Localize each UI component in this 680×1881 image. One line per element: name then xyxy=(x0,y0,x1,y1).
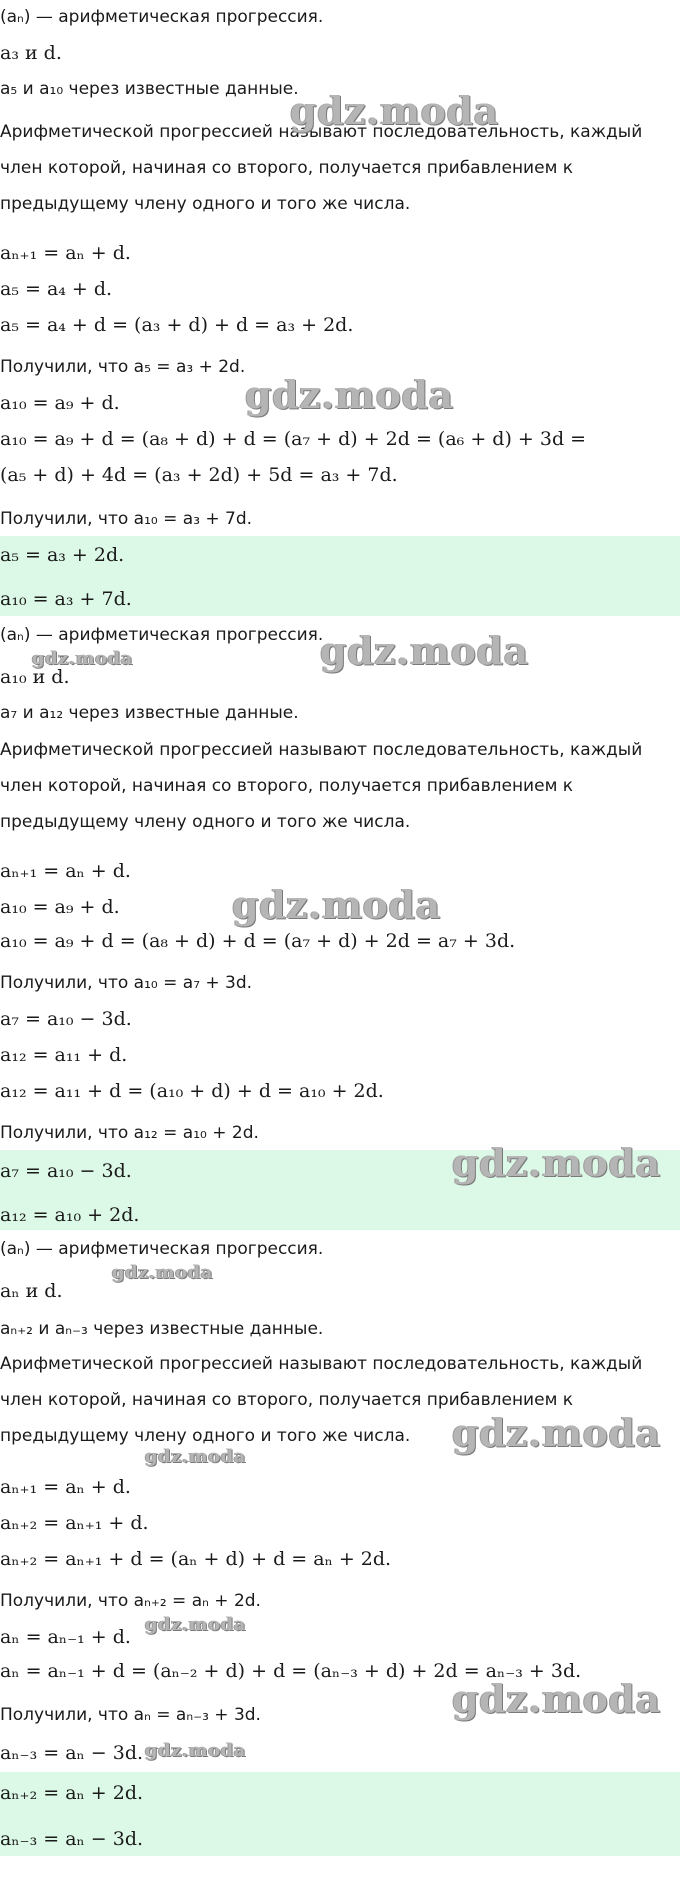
formula-line: aₙ₊₁ = aₙ + d. xyxy=(0,1476,131,1498)
answer-box xyxy=(0,1772,680,1856)
watermark-logo: gdz.moda xyxy=(290,88,499,133)
definition-text: Арифметической прогрессией называют последовательность, каждый член которой, начиная со второго, получается прибавлением к предыдущему члену одного и того же числа. xyxy=(0,740,643,832)
watermark-logo: gdz.moda xyxy=(32,648,133,669)
given-line: (aₙ) — арифметическая прогрессия. xyxy=(0,1239,324,1259)
formula-line: a₁₂ = a₁₁ + d. xyxy=(0,1044,128,1066)
result-line: Получили, что a₁₂ = a₁₀ + 2d. xyxy=(0,1123,259,1143)
answer-line: a₁₀ = a₃ + 7d. xyxy=(0,588,132,610)
formula-line: aₙ₊₂ = aₙ₊₁ + d = (aₙ + d) + d = aₙ + 2d. xyxy=(0,1548,392,1570)
result-line: Получили, что a₅ = a₃ + 2d. xyxy=(0,357,246,377)
answer-line: a₇ = a₁₀ − 3d. xyxy=(0,1160,132,1182)
formula-line: a₁₂ = a₁₁ + d = (a₁₀ + d) + d = a₁₀ + 2d. xyxy=(0,1080,384,1102)
watermark-logo: gdz.moda xyxy=(232,882,441,927)
formula-line: a₁₀ = a₉ + d = (a₈ + d) + d = (a₇ + d) + 2d = a₇ + 3d. xyxy=(0,930,516,952)
find-line: a₁₀ и d. xyxy=(0,666,70,688)
formula-line: a₁₀ = a₉ + d = (a₈ + d) + d = (a₇ + d) + 2d = (a₆ + d) + 3d = xyxy=(0,428,587,450)
formula-line: aₙ = aₙ₋₁ + d = (aₙ₋₂ + d) + d = (aₙ₋₃ + d) + 2d = aₙ₋₃ + 3d. xyxy=(0,1660,582,1682)
watermark-logo: gdz.moda xyxy=(145,1614,246,1635)
definition-text: Арифметической прогрессией называют последовательность, каждый член которой, начиная со второго, получается прибавлением к предыдущему члену одного и того же числа. xyxy=(0,1354,643,1446)
answer-line: a₅ = a₃ + 2d. xyxy=(0,544,125,566)
formula-line: aₙ₊₁ = aₙ + d. xyxy=(0,860,131,882)
formula-line: aₙ₊₂ = aₙ₊₁ + d. xyxy=(0,1512,149,1534)
express-line: a₅ и a₁₀ через известные данные. xyxy=(0,79,299,99)
watermark-logo: gdz.moda xyxy=(452,1410,661,1455)
answer-line: a₁₂ = a₁₀ + 2d. xyxy=(0,1204,140,1226)
watermark-logo: gdz.moda xyxy=(145,1446,246,1467)
watermark-logo: gdz.moda xyxy=(452,1140,661,1185)
watermark-logo: gdz.moda xyxy=(452,1676,661,1721)
given-line: (aₙ) — арифметическая прогрессия. xyxy=(0,7,324,27)
express-line: a₇ и a₁₂ через известные данные. xyxy=(0,703,299,723)
watermark-logo: gdz.moda xyxy=(112,1262,213,1283)
answer-box xyxy=(0,536,680,616)
formula-line: aₙ₋₃ = aₙ − 3d. xyxy=(0,1742,144,1764)
answer-line: aₙ₋₃ = aₙ − 3d. xyxy=(0,1828,144,1850)
formula-line: a₅ = a₄ + d. xyxy=(0,278,113,300)
find-line: aₙ и d. xyxy=(0,1280,63,1302)
given-line: (aₙ) — арифметическая прогрессия. xyxy=(0,625,324,645)
result-line: Получили, что aₙ = aₙ₋₃ + 3d. xyxy=(0,1705,261,1725)
result-line: Получили, что a₁₀ = a₇ + 3d. xyxy=(0,973,253,993)
formula-line: aₙ = aₙ₋₁ + d. xyxy=(0,1626,131,1648)
result-line: Получили, что a₁₀ = a₃ + 7d. xyxy=(0,509,253,529)
result-line: Получили, что aₙ₊₂ = aₙ + 2d. xyxy=(0,1591,261,1611)
formula-line: (a₅ + d) + 4d = (a₃ + 2d) + 5d = a₃ + 7d. xyxy=(0,464,398,486)
watermark-logo: gdz.moda xyxy=(320,628,529,673)
express-line: aₙ₊₂ и aₙ₋₃ через известные данные. xyxy=(0,1319,324,1339)
formula-line: a₅ = a₄ + d = (a₃ + d) + d = a₃ + 2d. xyxy=(0,314,354,336)
answer-line: aₙ₊₂ = aₙ + 2d. xyxy=(0,1782,144,1804)
definition-text: Арифметической прогрессией называют последовательность, каждый член которой, начиная со второго, получается прибавлением к предыдущему члену одного и того же числа. xyxy=(0,122,643,214)
watermark-logo: gdz.moda xyxy=(245,372,454,417)
formula-line: a₇ = a₁₀ − 3d. xyxy=(0,1008,132,1030)
watermark-logo: gdz.moda xyxy=(145,1740,246,1761)
find-line: a₃ и d. xyxy=(0,42,62,64)
formula-line: a₁₀ = a₉ + d. xyxy=(0,896,120,918)
formula-line: a₁₀ = a₉ + d. xyxy=(0,392,120,414)
formula-line: aₙ₊₁ = aₙ + d. xyxy=(0,242,131,264)
